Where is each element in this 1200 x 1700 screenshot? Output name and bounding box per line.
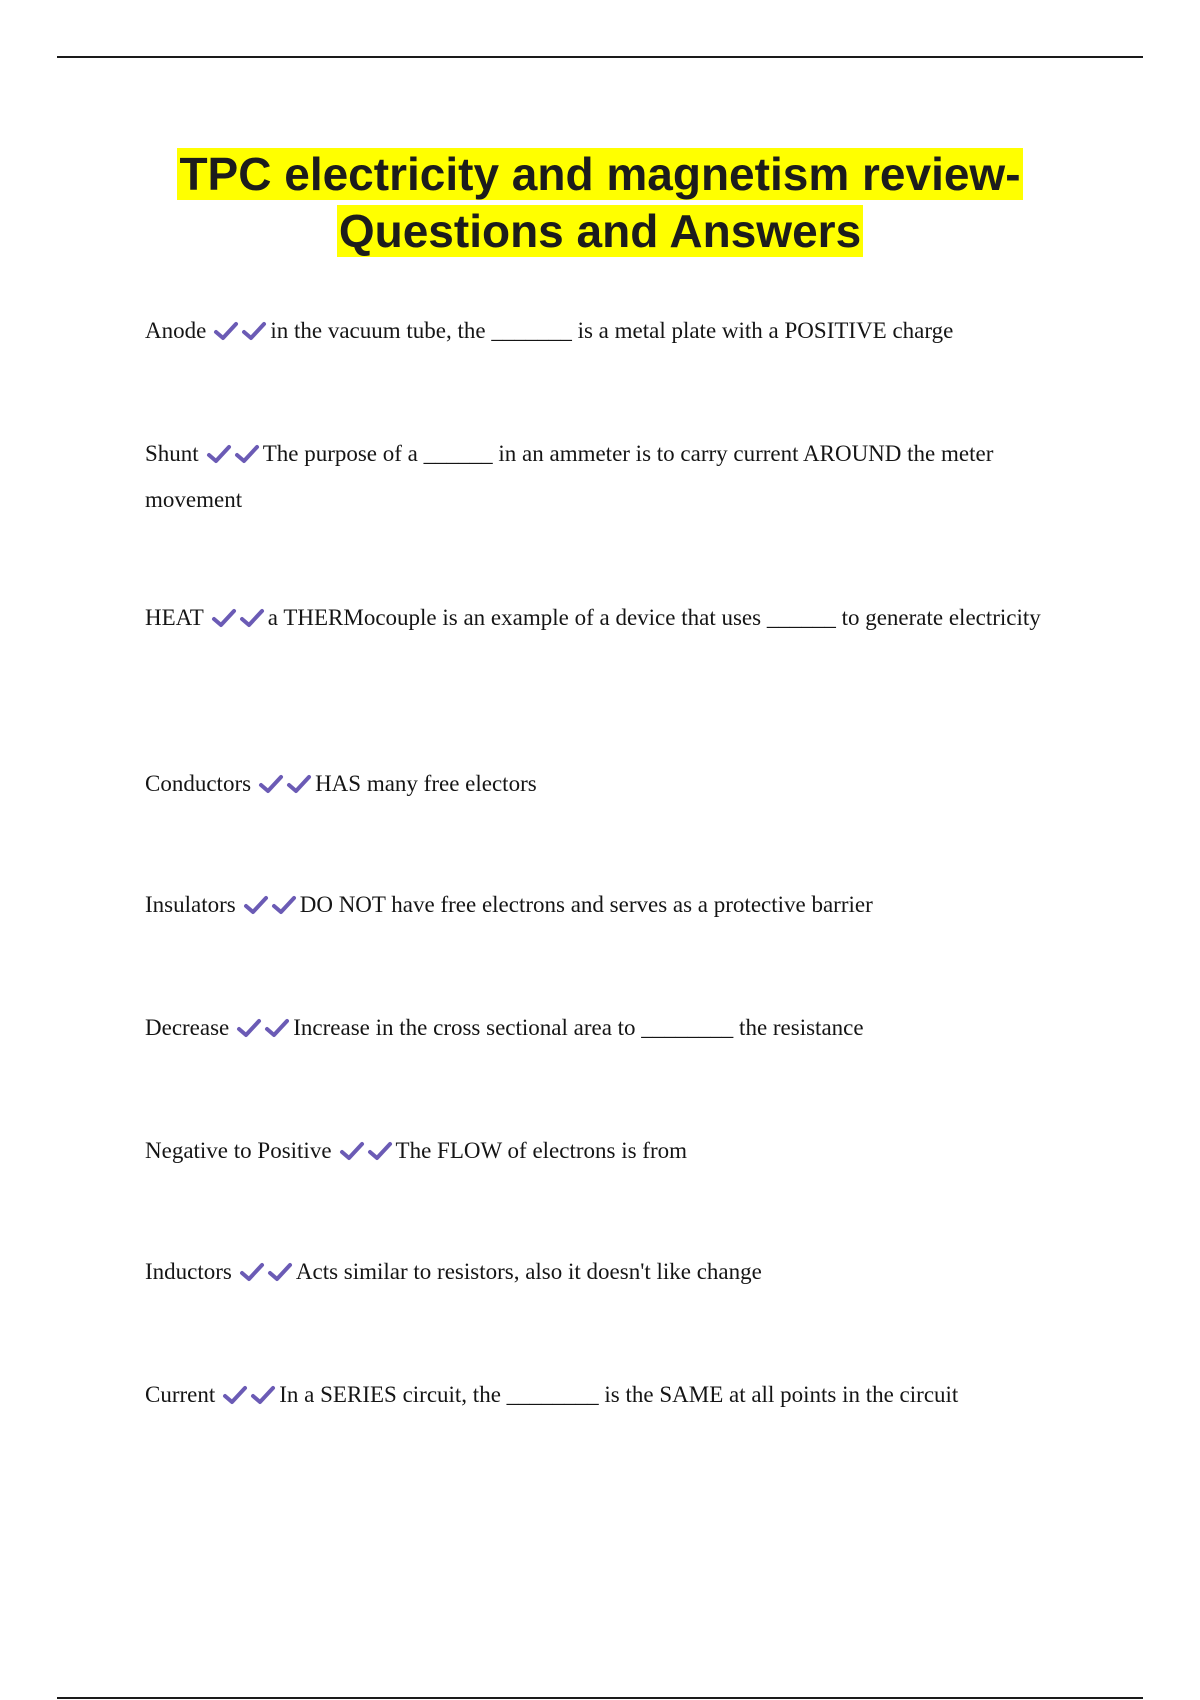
question-text: Acts similar to resistors, also it doesn't like change (295, 1259, 762, 1284)
qa-entry-negative-to-positive (145, 1128, 1065, 1174)
qa-entry-conductors (145, 761, 1065, 807)
check-icon (264, 1017, 290, 1039)
qa-entry-inductors (145, 1249, 1065, 1295)
answer-term: Anode (145, 318, 207, 343)
question-text: in the vacuum tube, the _______ is a metal plate with a POSITIVE charge (270, 318, 954, 343)
qa-entry-decrease (145, 1005, 1065, 1051)
question-text: a THERMocouple is an example of a device that uses ______ to generate electricity (267, 605, 1041, 630)
question-text: The FLOW of electrons is from (395, 1138, 688, 1163)
answer-term: HEAT (145, 605, 204, 630)
check-icon (206, 443, 232, 465)
check-icon (234, 443, 260, 465)
answer-term: Negative to Positive (145, 1138, 332, 1163)
check-icon (286, 773, 312, 795)
answer-term: Inductors (145, 1259, 232, 1284)
answer-term: Insulators (145, 892, 236, 917)
question-text: HAS many free electors (315, 771, 537, 796)
check-icon (250, 1384, 276, 1406)
check-icon (339, 1140, 365, 1162)
check-icon (222, 1384, 248, 1406)
check-icon (267, 1261, 293, 1283)
question-text: Increase in the cross sectional area to ________ the resistance (293, 1015, 864, 1040)
question-text: In a SERIES circuit, the ________ is the SAME at all points in the circuit (279, 1382, 959, 1407)
check-icon (213, 320, 239, 342)
answer-term: Decrease (145, 1015, 230, 1040)
bottom-rule (57, 1697, 1143, 1699)
check-icon (239, 1261, 265, 1283)
title-line-1: TPC electricity and magnetism review- (179, 148, 1021, 200)
question-text: The purpose of a ______ in an ammeter is to carry current AROUND the meter movement (145, 441, 994, 512)
qa-entry-heat (145, 595, 1065, 641)
check-icon (271, 894, 297, 916)
qa-entry-anode (145, 308, 1065, 354)
top-rule (57, 56, 1143, 58)
answer-term: Current (145, 1382, 216, 1407)
check-icon (367, 1140, 393, 1162)
qa-entry-insulators (145, 882, 1065, 928)
check-icon (236, 1017, 262, 1039)
document-title (0, 146, 1200, 260)
check-icon (241, 320, 267, 342)
check-icon (258, 773, 284, 795)
check-icon (239, 607, 265, 629)
check-icon (211, 607, 237, 629)
title-line-2: Questions and Answers (338, 205, 862, 257)
answer-term: Shunt (145, 441, 199, 466)
qa-entry-current (145, 1372, 1065, 1418)
answer-term: Conductors (145, 771, 252, 796)
check-icon (243, 894, 269, 916)
question-text: DO NOT have free electrons and serves as a protective barrier (299, 892, 873, 917)
qa-entry-shunt (145, 431, 1065, 523)
